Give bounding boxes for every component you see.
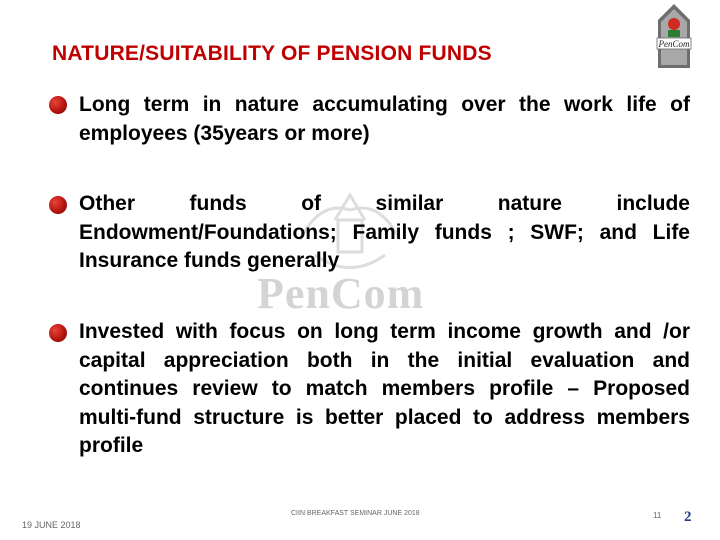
logo-text: PenCom: [658, 39, 690, 49]
footer-date: 19 JUNE 2018: [22, 520, 81, 530]
bullet-3-text: Invested with focus on long term income growth and /or capital appreciation both in the initial evaluation and continues review to match members profile – Proposed multi-fund structure is better placed to address members profile: [79, 320, 690, 457]
bullet-2-icon: [49, 196, 67, 214]
page-number: 2: [684, 509, 692, 525]
bullet-2-text: Other funds of similar nature include Endowment/Foundations; Family funds ; SWF; and Life Insurance funds generally: [79, 192, 690, 272]
bullet-3-icon: [49, 324, 67, 342]
bullet-1-icon: [49, 96, 67, 114]
footer-slide-number: 11: [653, 511, 662, 520]
slide-title: NATURE/SUITABILITY OF PENSION FUNDS: [52, 42, 492, 65]
footer-event-label: CIIN BREAKFAST SEMINAR JUNE 2018: [291, 510, 420, 517]
bullet-1-text: Long term in nature accumulating over the work life of employees (35years or more): [79, 93, 690, 145]
watermark-text: PenCom: [257, 269, 425, 318]
